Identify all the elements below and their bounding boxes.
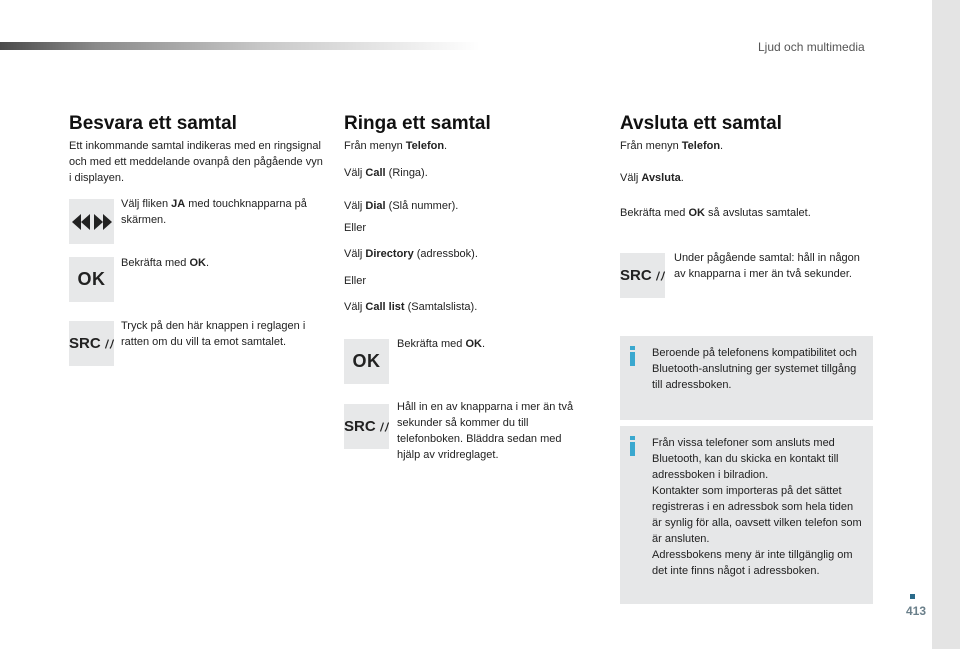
- col3-menu: Från menyn Telefon.: [620, 140, 724, 152]
- section-title: Ljud och multimedia: [758, 40, 865, 54]
- header-gradient-bar: [0, 42, 480, 50]
- phone-handset-icon-3: [655, 269, 665, 283]
- src-phone-button-icon: [69, 321, 114, 366]
- col2-or1: Eller: [344, 222, 367, 234]
- col1-step2: Bekräfta med OK.: [121, 257, 210, 269]
- col2-hold: Håll in en av knapparna i mer än två sekunder så kommer du till telefonboken. Bläddra sedan med hjälp av vridreglaget.: [397, 401, 574, 461]
- info-icon-2: [630, 436, 635, 440]
- info-box-1: [620, 336, 873, 420]
- phone-handset-icon-2: [379, 420, 389, 434]
- col3-confirm: Bekräfta med OK så avslutas samtalet.: [620, 207, 811, 219]
- col2-dial: Välj Dial (Slå nummer).: [344, 200, 459, 212]
- src-icon-label-2: SRC: [344, 418, 376, 435]
- col3-title: Avsluta ett samtal: [620, 113, 782, 134]
- src-icon-label-3: SRC: [620, 267, 652, 284]
- col2-call: Välj Call (Ringa).: [344, 167, 428, 179]
- col3-during: Under pågående samtal: håll in någon av knapparna i mer än två sekunder.: [674, 252, 860, 280]
- page-number: 413: [905, 604, 926, 618]
- col1-title: Besvara ett samtal: [69, 113, 237, 134]
- col1-step3: Tryck på den här knappen i reglagen i ratten om du vill ta emot samtalet.: [121, 320, 306, 348]
- col2-or2: Eller: [344, 275, 367, 287]
- src-phone-button-icon-2: [344, 404, 389, 449]
- info-icon-bar-2: [630, 442, 635, 456]
- info-icon: [630, 346, 635, 350]
- col2-confirm: Bekräfta med OK.: [397, 338, 486, 350]
- col2-directory: Välj Directory (adressbok).: [344, 248, 478, 260]
- info-text-2: Från vissa telefoner som ansluts med Bluetooth, kan du skicka en kontakt till adressboken i bilradion. Kontakter som importeras på det sättet registreras i en adressbok som hela tiden är synlig för alla, oavsett vilken telefon som är ansluten. Adressbokens meny är inte tillgänglig om det inte finns något i adressboken.: [652, 437, 862, 577]
- page-sidebar: [932, 0, 960, 649]
- phone-handset-icon: [104, 337, 114, 351]
- col1-intro: Ett inkommande samtal indikeras med en ringsignal och med ett meddelande ovanpå den pågående vyn i displayen.: [69, 140, 323, 184]
- ok-icon-label-2: OK: [352, 351, 381, 371]
- ok-button-icon-2: [344, 339, 389, 384]
- col2-menu: Från menyn Telefon.: [344, 140, 448, 152]
- src-icon-label: SRC: [69, 335, 101, 352]
- src-phone-button-icon-3: [620, 253, 665, 298]
- prev-next-arrows-icon: [72, 214, 112, 230]
- col1-step1: Välj fliken JA med touchknapparna på skärmen.: [121, 198, 307, 226]
- info-icon-bar: [630, 352, 635, 366]
- col2-title: Ringa ett samtal: [344, 113, 491, 134]
- page-marker: [910, 594, 915, 599]
- ok-icon-label: OK: [77, 269, 106, 289]
- ok-button-icon: [69, 257, 114, 302]
- info-box-2: [620, 426, 873, 604]
- col2-calllist: Välj Call list (Samtalslista).: [344, 301, 478, 313]
- col3-end: Välj Avsluta.: [620, 172, 684, 184]
- info-text-1: Beroende på telefonens kompatibilitet och Bluetooth-anslutning ger systemet tillgång till adressboken.: [652, 347, 857, 391]
- arrow-buttons-icon: [69, 199, 114, 244]
